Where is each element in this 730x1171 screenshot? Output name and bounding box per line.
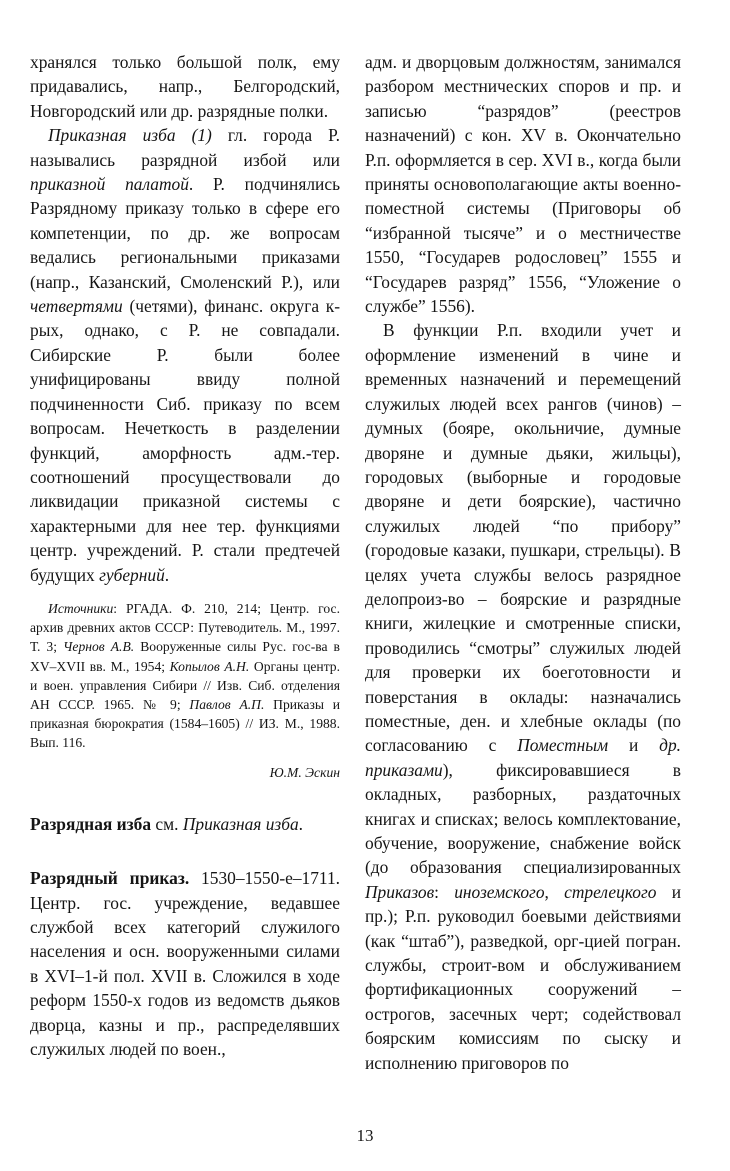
article-author: Ю.М. Эскин [269,764,340,780]
paragraph-continuation: хранялся только большой полк, ему придавались, напр., Белгородский, Новгородский или др. разрядные полки. [30,52,340,121]
term-streletskogo: стрелецкого [564,881,657,902]
text-span: Вооруженные силы Рус. гос-ва в XV–XVII вв. М., 1954; [30,639,340,674]
entry-headword: Разрядная изба [30,813,152,834]
sources-label: Источники [48,600,114,616]
text-span: . Р. подчинялись Разрядному приказу только в сфере его компетенции, по др. же вопросам ведались региональными приказами (напр., Казанский, Смоленский Р.), или [30,174,341,292]
term-prikaznaya-palata: приказной палатой [30,174,189,195]
term-prikaznaya-izba: Приказная изба (1) [48,125,212,146]
term-pomestnyi: Поместным [517,735,609,756]
source-author: Копылов А.Н. [169,658,250,674]
right-column [365,50,681,1075]
text-span: Приказы и приказная бюрократия (1584–1605) // ИЗ. М., 1988. Вып. 116. [30,696,340,751]
text-span: (четями), финанс. округа к-рых, однако, с Р. не совпадали. Сибирские Р. были более унифицированы ввиду полной подчиненности Сиб. приказу по всем вопросам. Нечеткость в разделении функций, аморфность адм.-тер. соотношений просуществовали до ликвидации приказной системы с характерными для нее тер. функциями центр. учреждений. Р. стали предтечей будущих [30,296,340,585]
text-span: и пр.); Р.п. руководил боевыми действиями (как “штаб”), разведкой, орг-цией погран. службы, строит-вом и обслуживанием фортификационных сооружений – острогов, засечных черт; содействовал боярским комиссиям по сыску и исполнению приговоров по [365,881,681,1073]
text-span: : [434,881,455,902]
term-dr-prikazami: др. приказами [365,735,681,780]
page-number: 13 [356,1126,374,1145]
left-column [30,50,340,1061]
term-gubernii: губерний [99,564,165,585]
paragraph-continuation: адм. и дворцовым должностям, занимался разбором местнических споров и пр. и записью “разрядов” (реестров назначений) с кон. XV в. Окончательно Р.п. оформляется в сер. XVI в., когда были приняты основополагающие акты военно-поместной системы (Приговоры об “избранной тысяче” и о местничестве 1550, “Государев родословец” 1555 и “Государев разряд” 1556, “Уложение о службе” 1556). [365,52,681,317]
text-span: см. [151,813,183,834]
source-author: Чернов А.В. [63,639,135,655]
entry-headword: Разрядный приказ. [30,868,190,889]
paragraph-prikaznaya-izba [30,123,340,587]
term-prikazov: Приказов [365,881,435,902]
text-span: В функции Р.п. входили учет и оформление изменений в чине и временных назначений и перемещений служилых людей всех рангов (чинов) – думных (бояре, окольничие, думные дворяне и думные дьяки, жильцы), городовых (выборные и городовые дворяне и дети боярские), частично служилых людей “по прибору” (городовые казаки, пушкари, стрельцы). В целях учета службы велось разрядное делопроиз-во – боярские и разрядные книги, жилецкие и смотренные списки, проводились “смотры” служилых людей для проверки их боеготовности и поверстания в оклады: назначались поместные, ден. и хлебные оклады (по согласованию с [365,320,681,756]
text-span: и [608,735,660,756]
entry-razryadnyi-prikaz [30,866,340,1061]
paragraph-functions [365,318,681,1075]
text-span: : РГАДА. Ф. 210, 214; Центр. гос. архив древних актов СССР: Путеводитель. М., 1997. Т. 3; [30,600,340,655]
term-inozemskogo: иноземского [454,881,545,902]
text-span: Органы центр. и воен. управления Сибири // Изв. Сиб. отделения АН СССР. 1965. № 9; [30,658,340,712]
text-span: . [298,813,304,834]
entry-razryadnaya-izba [30,812,340,836]
text-span: . [164,564,170,585]
cross-reference: Приказная изба [182,813,299,834]
sources-list [30,599,340,753]
text-span: 1530–1550-е–1711. Центр. гос. учреждение, ведавшее службой всех категорий служилого населения и осн. вооруженными силами в XVI–1-й пол. XVII в. Сложился в ходе реформ 1550-х годов из ведомств дьяков дворца, казны и пр., распределявших служилых людей по воен., [30,868,341,1060]
source-author: Павлов А.П. [189,696,265,712]
text-span: , [544,881,565,902]
text-span: ), фиксировавшиеся в окладных, разборных, раздаточных книгах и списках; велось комплектование, обучение, вооружение, снабжение войск (до образования специализированных [365,759,681,878]
text-span: гл. города Р. назывались разрядной избой или [30,125,341,170]
term-chetverti: четвертями [30,296,123,317]
